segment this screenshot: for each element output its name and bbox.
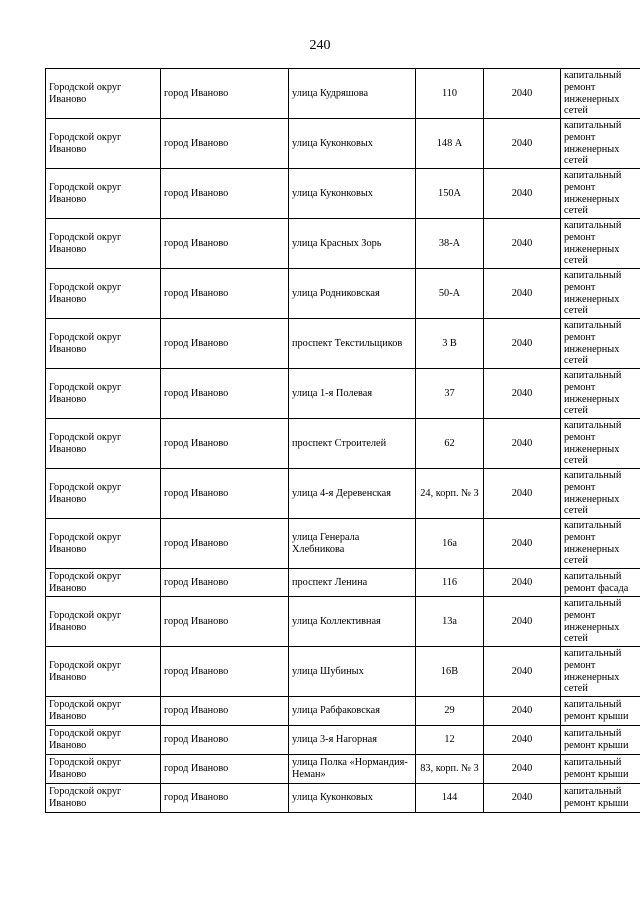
locality-cell: город Иваново — [161, 647, 289, 697]
district-cell: Городской округ Иваново — [46, 569, 161, 597]
work-type-cell: капитальный ремонт инженерных сетей — [561, 119, 640, 169]
table-row — [46, 219, 640, 269]
year-cell: 2040 — [484, 119, 561, 169]
table-row — [46, 119, 640, 169]
year-cell: 2040 — [484, 169, 561, 219]
house-number-cell: 16а — [416, 519, 484, 569]
year-cell: 2040 — [484, 219, 561, 269]
locality-cell: город Иваново — [161, 219, 289, 269]
locality-cell: город Иваново — [161, 169, 289, 219]
house-number-cell: 110 — [416, 69, 484, 119]
work-type-cell: капитальный ремонт фасада — [561, 569, 640, 597]
locality-cell: город Иваново — [161, 419, 289, 469]
house-number-cell: 13а — [416, 597, 484, 647]
work-type-cell: капитальный ремонт крыши — [561, 755, 640, 784]
street-cell: улица Куконковых — [289, 169, 416, 219]
district-cell: Городской округ Иваново — [46, 169, 161, 219]
table-row — [46, 69, 640, 119]
district-cell: Городской округ Иваново — [46, 69, 161, 119]
house-number-cell: 16В — [416, 647, 484, 697]
work-type-cell: капитальный ремонт инженерных сетей — [561, 319, 640, 369]
house-number-cell: 29 — [416, 697, 484, 726]
year-cell: 2040 — [484, 784, 561, 813]
locality-cell: город Иваново — [161, 697, 289, 726]
locality-cell: город Иваново — [161, 369, 289, 419]
district-cell: Городской округ Иваново — [46, 319, 161, 369]
work-type-cell: капитальный ремонт крыши — [561, 697, 640, 726]
district-cell: Городской округ Иваново — [46, 519, 161, 569]
street-cell: улица 3-я Нагорная — [289, 726, 416, 755]
house-number-cell: 150А — [416, 169, 484, 219]
house-number-cell: 144 — [416, 784, 484, 813]
year-cell: 2040 — [484, 419, 561, 469]
street-cell: улица Куконковых — [289, 784, 416, 813]
year-cell: 2040 — [484, 755, 561, 784]
district-cell: Городской округ Иваново — [46, 269, 161, 319]
table-body — [46, 69, 640, 813]
locality-cell: город Иваново — [161, 726, 289, 755]
year-cell: 2040 — [484, 726, 561, 755]
work-type-cell: капитальный ремонт крыши — [561, 726, 640, 755]
house-number-cell: 148 А — [416, 119, 484, 169]
work-type-cell: капитальный ремонт инженерных сетей — [561, 219, 640, 269]
work-type-cell: капитальный ремонт инженерных сетей — [561, 469, 640, 519]
district-cell: Городской округ Иваново — [46, 369, 161, 419]
year-cell: 2040 — [484, 469, 561, 519]
street-cell: проспект Ленина — [289, 569, 416, 597]
table-row — [46, 319, 640, 369]
table-row — [46, 569, 640, 597]
house-number-cell: 3 В — [416, 319, 484, 369]
table-row — [46, 169, 640, 219]
table-row — [46, 419, 640, 469]
work-type-cell: капитальный ремонт инженерных сетей — [561, 597, 640, 647]
work-type-cell: капитальный ремонт крыши — [561, 784, 640, 813]
street-cell: проспект Строителей — [289, 419, 416, 469]
house-number-cell: 116 — [416, 569, 484, 597]
district-cell: Городской округ Иваново — [46, 697, 161, 726]
page-number: 240 — [309, 38, 331, 53]
district-cell: Городской округ Иваново — [46, 469, 161, 519]
street-cell: улица Шубиных — [289, 647, 416, 697]
street-cell: улица Куконковых — [289, 119, 416, 169]
street-cell: улица Красных Зорь — [289, 219, 416, 269]
year-cell: 2040 — [484, 319, 561, 369]
street-cell: улица Родниковская — [289, 269, 416, 319]
work-type-cell: капитальный ремонт инженерных сетей — [561, 69, 640, 119]
table-row — [46, 269, 640, 319]
district-cell: Городской округ Иваново — [46, 597, 161, 647]
locality-cell: город Иваново — [161, 784, 289, 813]
work-type-cell: капитальный ремонт инженерных сетей — [561, 519, 640, 569]
street-cell: улица 4-я Деревенская — [289, 469, 416, 519]
street-cell: улица Рабфаковская — [289, 697, 416, 726]
table-row — [46, 647, 640, 697]
district-cell: Городской округ Иваново — [46, 119, 161, 169]
street-cell: проспект Текстильщиков — [289, 319, 416, 369]
locality-cell: город Иваново — [161, 597, 289, 647]
house-number-cell: 37 — [416, 369, 484, 419]
table-row — [46, 755, 640, 784]
street-cell: улица 1-я Полевая — [289, 369, 416, 419]
house-number-cell: 12 — [416, 726, 484, 755]
table-row — [46, 697, 640, 726]
house-number-cell: 50-А — [416, 269, 484, 319]
house-number-cell: 62 — [416, 419, 484, 469]
table-row — [46, 726, 640, 755]
year-cell: 2040 — [484, 519, 561, 569]
locality-cell: город Иваново — [161, 119, 289, 169]
district-cell: Городской округ Иваново — [46, 755, 161, 784]
year-cell: 2040 — [484, 69, 561, 119]
locality-cell: город Иваново — [161, 69, 289, 119]
street-cell: улица Коллективная — [289, 597, 416, 647]
locality-cell: город Иваново — [161, 269, 289, 319]
table-row — [46, 784, 640, 813]
district-cell: Городской округ Иваново — [46, 726, 161, 755]
street-cell: улица Полка «Нормандия-Неман» — [289, 755, 416, 784]
table-row — [46, 369, 640, 419]
work-type-cell: капитальный ремонт инженерных сетей — [561, 369, 640, 419]
year-cell: 2040 — [484, 647, 561, 697]
work-type-cell: капитальный ремонт инженерных сетей — [561, 419, 640, 469]
locality-cell: город Иваново — [161, 469, 289, 519]
house-number-cell: 83, корп. № 3 — [416, 755, 484, 784]
table-row — [46, 469, 640, 519]
table-row — [46, 519, 640, 569]
district-cell: Городской округ Иваново — [46, 419, 161, 469]
work-type-cell: капитальный ремонт инженерных сетей — [561, 269, 640, 319]
house-number-cell: 38-А — [416, 219, 484, 269]
table-row — [46, 597, 640, 647]
district-cell: Городской округ Иваново — [46, 219, 161, 269]
register-table — [45, 68, 640, 813]
locality-cell: город Иваново — [161, 755, 289, 784]
locality-cell: город Иваново — [161, 569, 289, 597]
locality-cell: город Иваново — [161, 319, 289, 369]
year-cell: 2040 — [484, 269, 561, 319]
work-type-cell: капитальный ремонт инженерных сетей — [561, 169, 640, 219]
district-cell: Городской округ Иваново — [46, 647, 161, 697]
street-cell: улица Генерала Хлебникова — [289, 519, 416, 569]
year-cell: 2040 — [484, 597, 561, 647]
house-number-cell: 24, корп. № 3 — [416, 469, 484, 519]
work-type-cell: капитальный ремонт инженерных сетей — [561, 647, 640, 697]
district-cell: Городской округ Иваново — [46, 784, 161, 813]
year-cell: 2040 — [484, 369, 561, 419]
year-cell: 2040 — [484, 697, 561, 726]
street-cell: улица Кудряшова — [289, 69, 416, 119]
locality-cell: город Иваново — [161, 519, 289, 569]
year-cell: 2040 — [484, 569, 561, 597]
